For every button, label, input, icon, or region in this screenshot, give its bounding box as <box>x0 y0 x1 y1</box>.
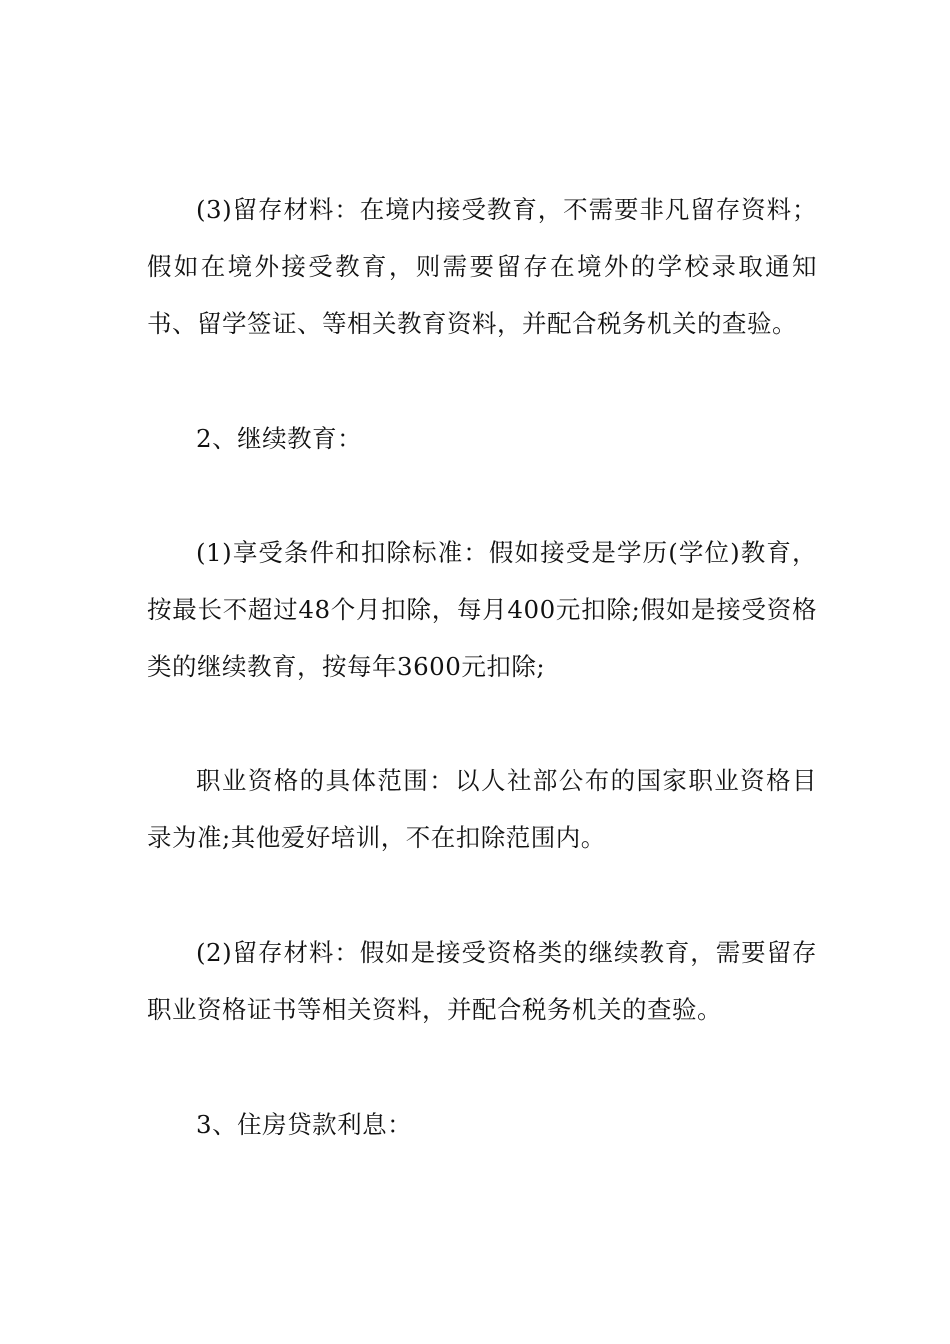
paragraph-retention-materials-education: (3)留存材料：在境内接受教育，不需要非凡留存资料；假如在境外接受教育，则需要留存在境外的学校录取通知书、留学签证、等相关教育资料，并配合税务机关的查验。 <box>147 195 817 338</box>
heading-housing-loan-interest: 3、住房贷款利息： <box>196 1110 413 1139</box>
paragraph-professional-qualification-scope: 职业资格的具体范围：以人社部公布的国家职业资格目录为准;其他爱好培训，不在扣除范围内。 <box>147 766 817 852</box>
heading-continuing-education: 2、继续教育： <box>196 424 363 453</box>
paragraph-retention-materials-continuing-education: (2)留存材料：假如是接受资格类的继续教育，需要留存职业资格证书等相关资料，并配合税务机关的查验。 <box>147 938 817 1024</box>
paragraph-conditions-and-deduction-standard: (1)享受条件和扣除标准：假如接受是学历(学位)教育，按最长不超过48个月扣除，每月400元扣除;假如是接受资格类的继续教育，按每年3600元扣除; <box>147 538 817 681</box>
